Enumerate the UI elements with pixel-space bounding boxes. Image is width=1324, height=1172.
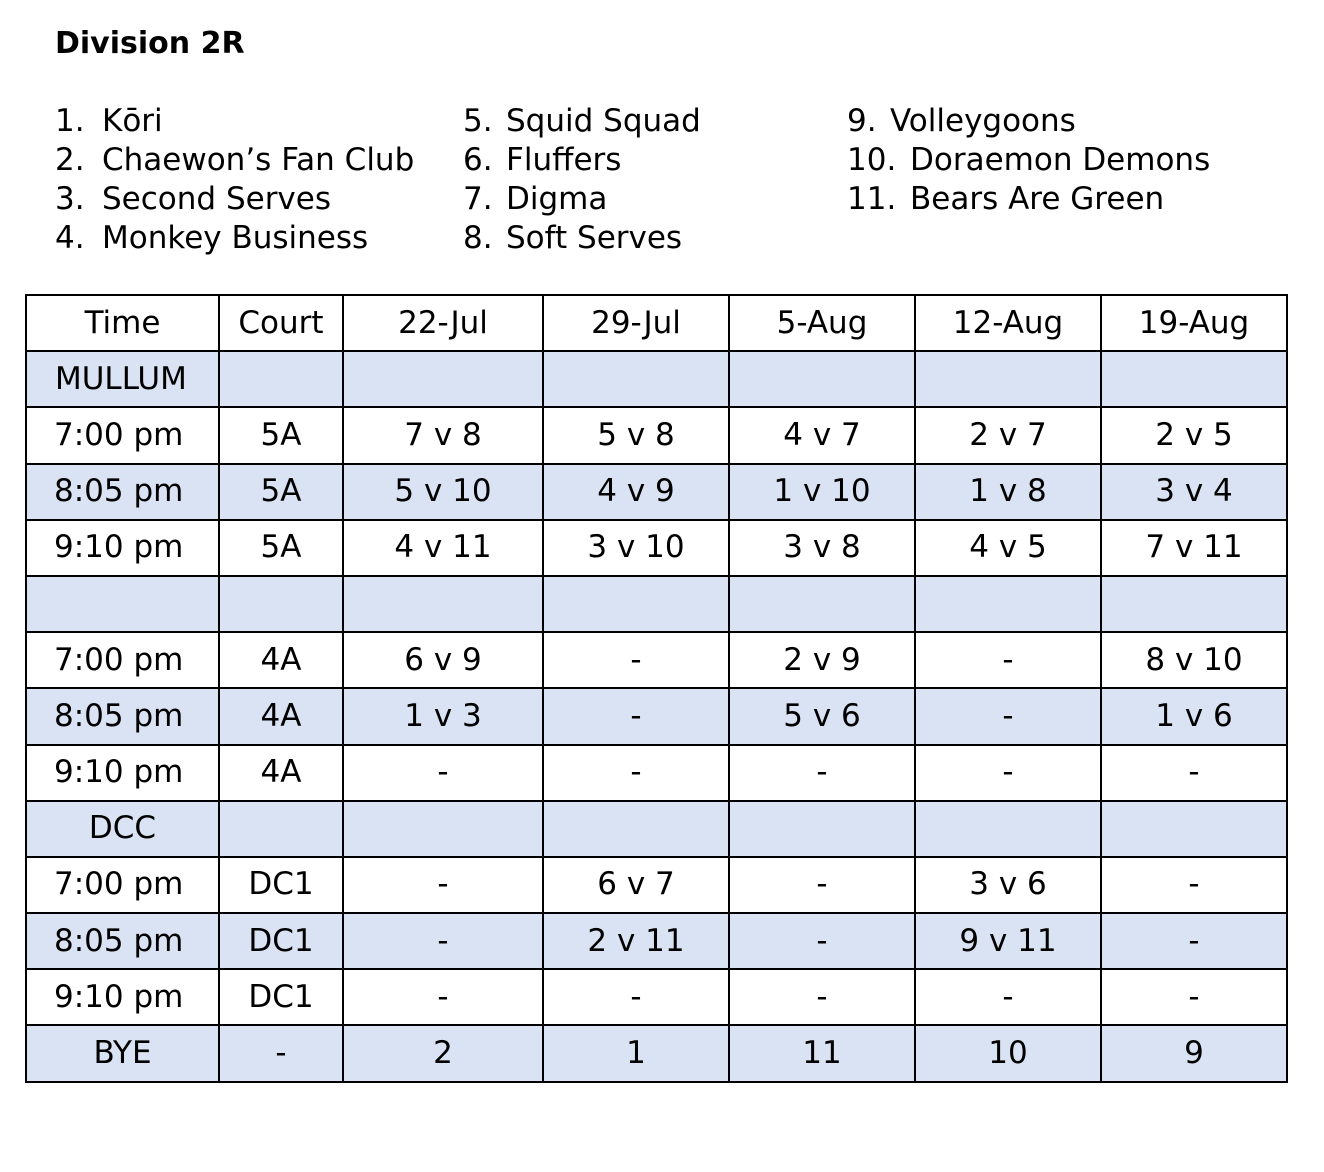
team-list-item (847, 102, 1210, 141)
venue-label: DCC (26, 801, 219, 857)
match-cell: - (729, 857, 915, 913)
empty-cell (343, 351, 543, 407)
match-cell: - (343, 969, 543, 1025)
time-cell: 8:05 pm (26, 913, 219, 969)
court-cell: - (219, 1025, 343, 1081)
match-cell: 6 v 9 (343, 632, 543, 688)
team-list-item (55, 180, 414, 219)
match-cell: 5 v 8 (543, 407, 729, 463)
team-name: Chaewon’s Fan Club (102, 142, 415, 178)
team-list-item (55, 219, 414, 258)
team-name: Soft Serves (506, 220, 683, 256)
empty-cell (1101, 801, 1287, 857)
table-row (26, 857, 1287, 913)
column-header-date: 22-Jul (343, 295, 543, 351)
empty-cell (343, 801, 543, 857)
table-row (26, 969, 1287, 1025)
team-list-item (847, 141, 1210, 180)
match-cell: - (1101, 857, 1287, 913)
schedule-body (26, 351, 1287, 1081)
team-name: Fluffers (506, 142, 622, 178)
match-cell: 6 v 7 (543, 857, 729, 913)
empty-cell (729, 801, 915, 857)
match-cell: 5 v 6 (729, 688, 915, 744)
section-row (26, 351, 1287, 407)
match-cell: 4 v 9 (543, 464, 729, 520)
match-cell: 1 v 10 (729, 464, 915, 520)
team-name: Bears Are Green (910, 181, 1165, 217)
team-name: Doraemon Demons (910, 142, 1211, 178)
empty-cell (729, 351, 915, 407)
venue-label: MULLUM (26, 351, 219, 407)
match-cell: - (915, 688, 1101, 744)
match-cell: - (729, 745, 915, 801)
division-title: Division 2R (55, 26, 245, 61)
match-cell: - (543, 969, 729, 1025)
time-cell: 9:10 pm (26, 969, 219, 1025)
match-cell: 3 v 4 (1101, 464, 1287, 520)
team-number: 9. (847, 103, 877, 139)
table-row (26, 688, 1287, 744)
match-cell: 7 v 8 (343, 407, 543, 463)
empty-cell (219, 801, 343, 857)
team-number: 4. (55, 220, 85, 256)
match-cell: - (543, 632, 729, 688)
team-list-column-1 (55, 102, 414, 258)
match-cell: 2 v 7 (915, 407, 1101, 463)
team-list-item (463, 102, 701, 141)
bye-team-cell: 2 (343, 1025, 543, 1081)
team-name: Second Serves (102, 181, 332, 217)
match-cell: - (729, 913, 915, 969)
match-cell: 2 v 5 (1101, 407, 1287, 463)
match-cell: 9 v 11 (915, 913, 1101, 969)
table-row (26, 407, 1287, 463)
match-cell: 2 v 11 (543, 913, 729, 969)
court-cell: 5A (219, 520, 343, 576)
team-number: 1. (55, 103, 85, 139)
column-header-date: 29-Jul (543, 295, 729, 351)
match-cell: 7 v 11 (1101, 520, 1287, 576)
match-cell: - (1101, 913, 1287, 969)
empty-cell (729, 576, 915, 632)
team-list-column-3 (847, 102, 1210, 219)
venue-label (26, 576, 219, 632)
empty-cell (543, 351, 729, 407)
empty-cell (915, 576, 1101, 632)
match-cell: 3 v 10 (543, 520, 729, 576)
empty-cell (915, 351, 1101, 407)
section-row (26, 801, 1287, 857)
team-number: 3. (55, 181, 85, 217)
column-header-date: 5-Aug (729, 295, 915, 351)
team-list-column-2 (463, 102, 701, 258)
team-list-item (463, 219, 701, 258)
section-row (26, 576, 1287, 632)
match-cell: 2 v 9 (729, 632, 915, 688)
court-cell: 4A (219, 688, 343, 744)
team-number: 6. (463, 142, 493, 178)
match-cell: - (1101, 969, 1287, 1025)
team-list-item (55, 102, 414, 141)
schedule-table (25, 294, 1288, 1083)
match-cell: - (915, 745, 1101, 801)
match-cell: - (543, 688, 729, 744)
match-cell: 4 v 11 (343, 520, 543, 576)
time-cell: 8:05 pm (26, 688, 219, 744)
column-header-date: 19-Aug (1101, 295, 1287, 351)
time-cell: 7:00 pm (26, 857, 219, 913)
team-list-item (847, 180, 1210, 219)
table-row (26, 464, 1287, 520)
match-cell: - (343, 745, 543, 801)
court-cell: DC1 (219, 857, 343, 913)
team-list-item (463, 180, 701, 219)
bye-team-cell: 11 (729, 1025, 915, 1081)
empty-cell (1101, 576, 1287, 632)
time-cell: 9:10 pm (26, 745, 219, 801)
match-cell: - (1101, 745, 1287, 801)
table-header-row (26, 295, 1287, 351)
bye-team-cell: 1 (543, 1025, 729, 1081)
court-cell: 5A (219, 407, 343, 463)
empty-cell (915, 801, 1101, 857)
team-list-item (463, 141, 701, 180)
team-name: Kōri (102, 103, 163, 139)
bye-label: BYE (26, 1025, 219, 1081)
match-cell: - (343, 913, 543, 969)
column-header-date: 12-Aug (915, 295, 1101, 351)
bye-team-cell: 9 (1101, 1025, 1287, 1081)
court-cell: DC1 (219, 913, 343, 969)
match-cell: - (543, 745, 729, 801)
bye-team-cell: 10 (915, 1025, 1101, 1081)
match-cell: - (915, 632, 1101, 688)
table-row (26, 520, 1287, 576)
match-cell: 3 v 6 (915, 857, 1101, 913)
match-cell: 8 v 10 (1101, 632, 1287, 688)
match-cell: - (915, 969, 1101, 1025)
match-cell: 4 v 5 (915, 520, 1101, 576)
empty-cell (219, 351, 343, 407)
team-number: 11. (847, 181, 897, 217)
match-cell: 4 v 7 (729, 407, 915, 463)
court-cell: 4A (219, 632, 343, 688)
table-row (26, 913, 1287, 969)
court-cell: DC1 (219, 969, 343, 1025)
table-row (26, 745, 1287, 801)
match-cell: 1 v 3 (343, 688, 543, 744)
time-cell: 7:00 pm (26, 407, 219, 463)
team-number: 7. (463, 181, 493, 217)
match-cell: 5 v 10 (343, 464, 543, 520)
team-name: Volleygoons (890, 103, 1076, 139)
court-cell: 4A (219, 745, 343, 801)
match-cell: - (343, 857, 543, 913)
column-header-time: Time (26, 295, 219, 351)
column-header-court: Court (219, 295, 343, 351)
team-name: Squid Squad (506, 103, 701, 139)
empty-cell (543, 801, 729, 857)
time-cell: 8:05 pm (26, 464, 219, 520)
team-list-item (55, 141, 414, 180)
team-name: Digma (506, 181, 608, 217)
empty-cell (219, 576, 343, 632)
team-number: 5. (463, 103, 493, 139)
time-cell: 7:00 pm (26, 632, 219, 688)
time-cell: 9:10 pm (26, 520, 219, 576)
team-name: Monkey Business (102, 220, 369, 256)
match-cell: 3 v 8 (729, 520, 915, 576)
match-cell: 1 v 6 (1101, 688, 1287, 744)
bye-row (26, 1025, 1287, 1081)
table-row (26, 632, 1287, 688)
empty-cell (1101, 351, 1287, 407)
match-cell: - (729, 969, 915, 1025)
match-cell: 1 v 8 (915, 464, 1101, 520)
team-number: 2. (55, 142, 85, 178)
team-number: 8. (463, 220, 493, 256)
court-cell: 5A (219, 464, 343, 520)
team-number: 10. (847, 142, 897, 178)
empty-cell (543, 576, 729, 632)
empty-cell (343, 576, 543, 632)
